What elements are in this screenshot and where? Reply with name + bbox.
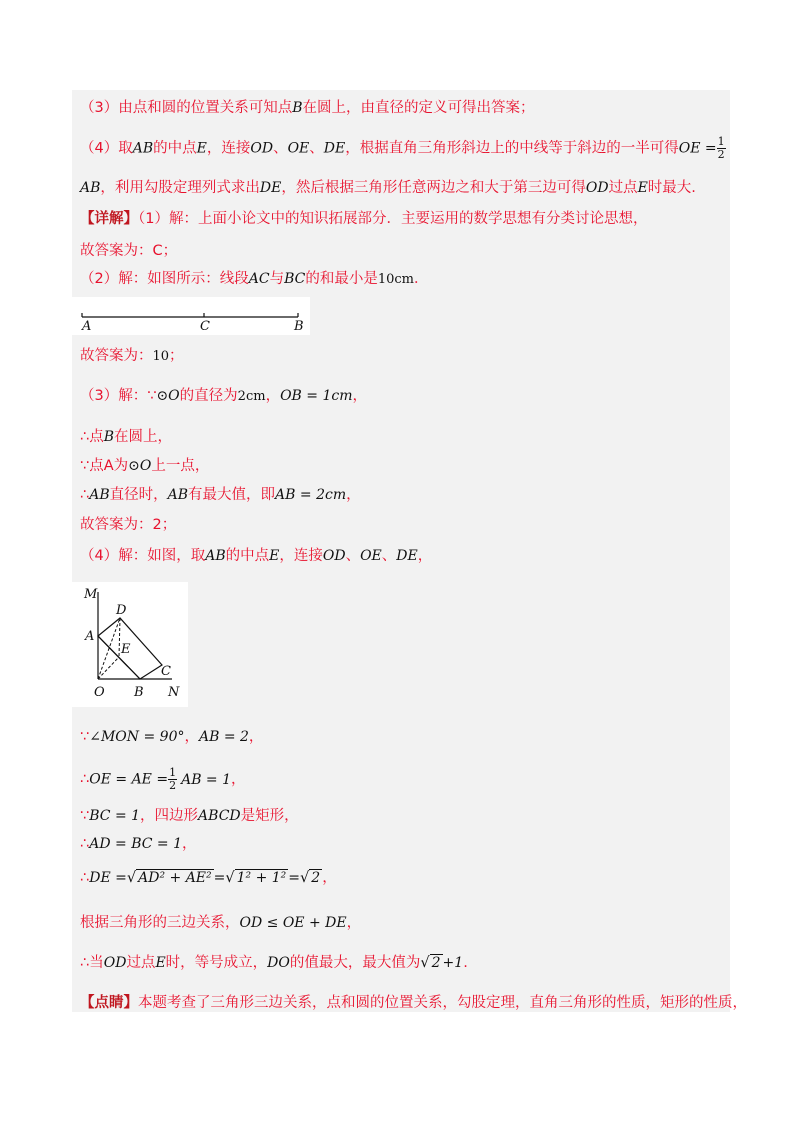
line-10: ∵点A为⊙O上一点， bbox=[80, 458, 210, 474]
sqrt-ad-ae: √ AD² + AE² bbox=[126, 870, 212, 886]
rectangle-figure bbox=[72, 582, 188, 707]
dashed-oe bbox=[98, 657, 119, 679]
line-18: ∴DE =√ AD² + AE² =√ 1² + 1² =√ 2 ， bbox=[80, 870, 337, 886]
line-5: 故答案为：C； bbox=[80, 243, 178, 259]
line-14: ∵∠MON = 90°，AB = 2， bbox=[80, 729, 264, 745]
label-a: A bbox=[85, 629, 95, 644]
line-8: （3）解：∵⊙O的直径为2cm，OB = 1cm， bbox=[80, 388, 367, 404]
label-c: C bbox=[161, 664, 171, 679]
fraction-half: $\frac{1}{2}$ bbox=[717, 135, 725, 161]
line-7: 故答案为：10； bbox=[80, 348, 184, 364]
line-15: ∴OE = AE = $\frac{1}{2}$ AB = 1， bbox=[80, 766, 246, 792]
line-17: ∴AD = BC = 1， bbox=[80, 836, 197, 852]
line-2: （4）取AB的中点E，连接OD、OE、DE，根据直角三角形斜边上的中线等于斜边的一半可得OE = $\frac{1}{2}$ bbox=[80, 135, 725, 161]
label-a: A bbox=[82, 319, 92, 334]
label-d: D bbox=[116, 603, 127, 618]
line-20: ∴当OD过点E时，等号成立，DO的值最大，最大值为√ 2 +1. bbox=[80, 955, 468, 971]
segment-diagram bbox=[72, 297, 310, 335]
dashed-de bbox=[119, 618, 120, 657]
line-16: ∵BC = 1，四边形ABCD是矩形， bbox=[80, 808, 299, 824]
line-21: 【点睛】本题考查了三角形三边关系，点和圆的位置关系，勾股定理，直角三角形的性质，矩形的性质， bbox=[80, 995, 747, 1011]
label-o: O bbox=[94, 685, 105, 700]
sqrt-two-max: √ 2 bbox=[420, 955, 441, 971]
line-19: 根据三角形的三边关系，OD ≤ OE + DE， bbox=[80, 915, 362, 931]
line-9: ∴点B在圆上， bbox=[80, 429, 173, 445]
line-3: AB，利用勾股定理列式求出DE，然后根据三角形任意两边之和大于第三边可得OD过点E时最大. bbox=[80, 180, 696, 196]
line-11: ∴AB直径时，AB有最大值，即AB = 2cm， bbox=[80, 487, 361, 503]
line-13: （4）解：如图，取AB的中点E，连接OD、OE、DE， bbox=[80, 548, 433, 564]
label-b: B bbox=[294, 319, 304, 334]
label-n: N bbox=[168, 685, 180, 700]
label-m: M bbox=[84, 587, 98, 602]
line-6: （2）解：如图所示：线段AC与BC的和最小是10cm． bbox=[80, 271, 429, 287]
line-1: （3）由点和圆的位置关系可知点B在圆上，由直径的定义可得出答案； bbox=[80, 100, 535, 116]
segment-figure bbox=[72, 297, 310, 335]
fraction-half-2: $\frac{1}{2}$ bbox=[169, 766, 177, 792]
line-12: 故答案为：2； bbox=[80, 517, 177, 533]
sqrt-two: √ 2 bbox=[300, 870, 321, 886]
label-e: E bbox=[121, 642, 131, 657]
line-4: 【详解】（1）解：上面小论文中的知识拓展部分．主要运用的数学思想有分类讨论思想， bbox=[80, 211, 648, 227]
label-c: C bbox=[200, 319, 210, 334]
geometry-diagram bbox=[72, 582, 188, 707]
label-b: B bbox=[134, 685, 144, 700]
sqrt-one-one: √ 1² + 1² bbox=[225, 870, 287, 886]
